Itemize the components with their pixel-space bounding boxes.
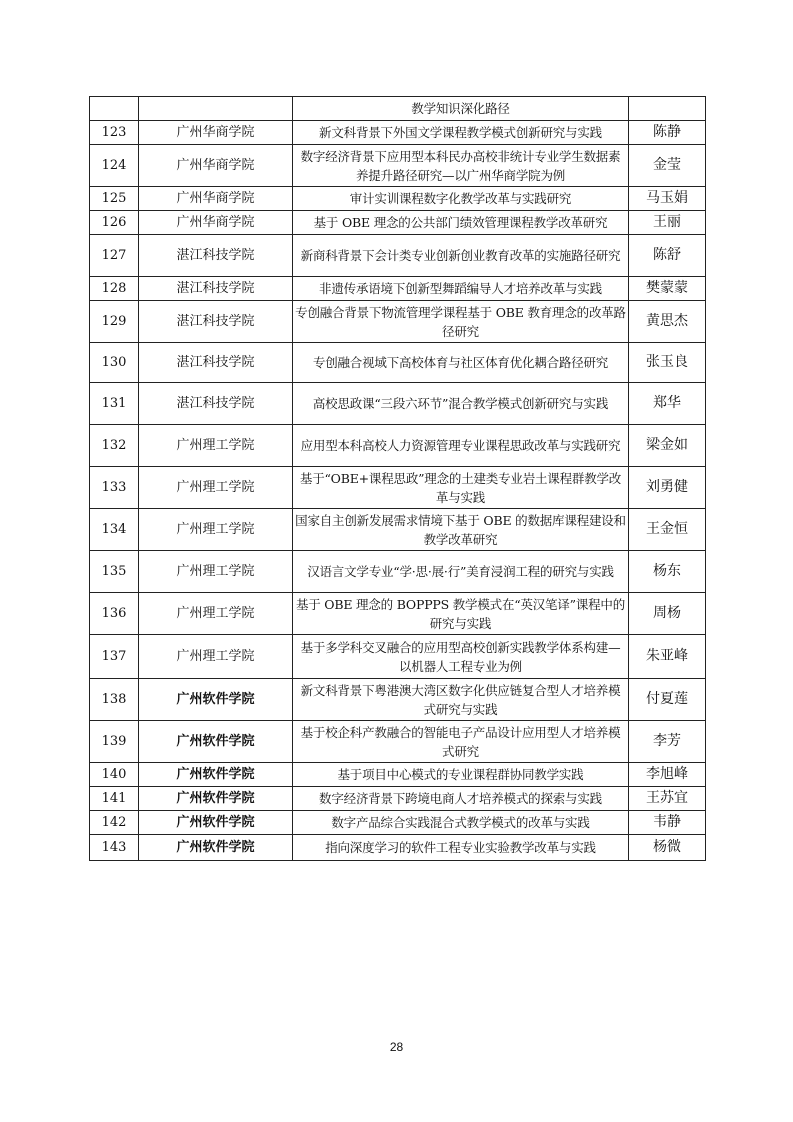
- cell-person: 陈舒: [629, 235, 706, 277]
- cell-person: 朱亚峰: [629, 635, 706, 679]
- cell-person: 杨东: [629, 551, 706, 593]
- cell-title: 数字经济背景下应用型本科民办高校非统计专业学生数据素养提升路径研究—以广州华商学院为例: [293, 145, 629, 187]
- cell-no: 135: [90, 551, 139, 593]
- cell-title: 专创融合背景下物流管理学课程基于 OBE 教育理念的改革路径研究: [293, 301, 629, 343]
- cell-institution: 广州理工学院: [139, 509, 293, 551]
- table-row: [90, 763, 706, 787]
- table-body: [90, 97, 706, 861]
- cell-title: 新商科背景下会计类专业创新创业教育改革的实施路径研究: [293, 235, 629, 277]
- table-row: [90, 383, 706, 425]
- cell-person: 韦静: [629, 811, 706, 835]
- cell-person: 王丽: [629, 211, 706, 235]
- table-row: [90, 721, 706, 763]
- cell-title: 专创融合视域下高校体育与社区体育优化耦合路径研究: [293, 343, 629, 383]
- cell-institution: 湛江科技学院: [139, 343, 293, 383]
- cell-no: 142: [90, 811, 139, 835]
- cell-person: 金莹: [629, 145, 706, 187]
- table-row: [90, 509, 706, 551]
- cell-title: 基于项目中心模式的专业课程群协同教学实践: [293, 763, 629, 787]
- cell-person: 梁金如: [629, 425, 706, 467]
- cell-institution: 广州理工学院: [139, 551, 293, 593]
- table-row: [90, 787, 706, 811]
- cell-institution: [139, 97, 293, 121]
- cell-institution: 广州华商学院: [139, 121, 293, 145]
- table-row: [90, 301, 706, 343]
- table-row: [90, 235, 706, 277]
- cell-no: 133: [90, 467, 139, 509]
- cell-no: 127: [90, 235, 139, 277]
- cell-title: 基于 OBE 理念的 BOPPPS 教学模式在“英汉笔译”课程中的研究与实践: [293, 593, 629, 635]
- cell-no: 128: [90, 277, 139, 301]
- cell-institution: 湛江科技学院: [139, 235, 293, 277]
- cell-person: 王金恒: [629, 509, 706, 551]
- cell-no: 125: [90, 187, 139, 211]
- cell-institution: 广州理工学院: [139, 635, 293, 679]
- cell-no: 139: [90, 721, 139, 763]
- project-table: [89, 96, 706, 861]
- cell-person: 郑华: [629, 383, 706, 425]
- table-row: [90, 121, 706, 145]
- cell-institution: 广州软件学院: [139, 787, 293, 811]
- cell-institution: 广州华商学院: [139, 211, 293, 235]
- table-row: [90, 187, 706, 211]
- cell-no: 138: [90, 679, 139, 721]
- cell-title: 非遗传承语境下创新型舞蹈编导人才培养改革与实践: [293, 277, 629, 301]
- cell-no: 131: [90, 383, 139, 425]
- table-row: [90, 211, 706, 235]
- cell-person: 张玉良: [629, 343, 706, 383]
- cell-person: 陈静: [629, 121, 706, 145]
- cell-title: 高校思政课“三段六环节”混合教学模式创新研究与实践: [293, 383, 629, 425]
- table-row: [90, 679, 706, 721]
- cell-institution: 广州软件学院: [139, 679, 293, 721]
- cell-institution: 广州软件学院: [139, 721, 293, 763]
- cell-person: 付夏莲: [629, 679, 706, 721]
- cell-no: 136: [90, 593, 139, 635]
- cell-institution: 广州华商学院: [139, 145, 293, 187]
- cell-no: 143: [90, 835, 139, 861]
- cell-person: 李旭峰: [629, 763, 706, 787]
- cell-person: 黄思杰: [629, 301, 706, 343]
- table-row: [90, 343, 706, 383]
- cell-title: 国家自主创新发展需求情境下基于 OBE 的数据库课程建设和教学改革研究: [293, 509, 629, 551]
- table-row: [90, 635, 706, 679]
- cell-title: 数字经济背景下跨境电商人才培养模式的探索与实践: [293, 787, 629, 811]
- cell-no: 123: [90, 121, 139, 145]
- cell-institution: 广州软件学院: [139, 835, 293, 861]
- cell-no: 140: [90, 763, 139, 787]
- cell-person: 刘勇健: [629, 467, 706, 509]
- table-row: [90, 145, 706, 187]
- cell-no: [90, 97, 139, 121]
- cell-title: 教学知识深化路径: [293, 97, 629, 121]
- cell-no: 129: [90, 301, 139, 343]
- cell-no: 137: [90, 635, 139, 679]
- table-row: [90, 835, 706, 861]
- cell-institution: 湛江科技学院: [139, 277, 293, 301]
- cell-no: 132: [90, 425, 139, 467]
- cell-institution: 广州理工学院: [139, 467, 293, 509]
- cell-title: 基于校企科产教融合的智能电子产品设计应用型人才培养模式研究: [293, 721, 629, 763]
- cell-no: 141: [90, 787, 139, 811]
- cell-title: 汉语言文学专业“学·思·展·行”美育浸润工程的研究与实践: [293, 551, 629, 593]
- cell-title: 新文科背景下粤港澳大湾区数字化供应链复合型人才培养模式研究与实践: [293, 679, 629, 721]
- cell-person: 马玉娟: [629, 187, 706, 211]
- table-row: [90, 593, 706, 635]
- cell-no: 134: [90, 509, 139, 551]
- cell-institution: 广州理工学院: [139, 593, 293, 635]
- cell-person: 樊蒙蒙: [629, 277, 706, 301]
- cell-title: 基于“OBE+课程思政”理念的土建类专业岩土课程群教学改革与实践: [293, 467, 629, 509]
- cell-institution: 广州软件学院: [139, 763, 293, 787]
- cell-title: 指向深度学习的软件工程专业实验教学改革与实践: [293, 835, 629, 861]
- cell-no: 130: [90, 343, 139, 383]
- continuation-row: [90, 97, 706, 121]
- cell-person: 李芳: [629, 721, 706, 763]
- cell-institution: 湛江科技学院: [139, 383, 293, 425]
- cell-title: 基于 OBE 理念的公共部门绩效管理课程教学改革研究: [293, 211, 629, 235]
- cell-institution: 广州软件学院: [139, 811, 293, 835]
- cell-institution: 湛江科技学院: [139, 301, 293, 343]
- cell-title: 应用型本科高校人力资源管理专业课程思政改革与实践研究: [293, 425, 629, 467]
- table-row: [90, 551, 706, 593]
- cell-person: 王苏宜: [629, 787, 706, 811]
- table-row: [90, 467, 706, 509]
- table-row: [90, 811, 706, 835]
- page-number: 28: [389, 1040, 404, 1054]
- cell-institution: 广州理工学院: [139, 425, 293, 467]
- cell-no: 126: [90, 211, 139, 235]
- cell-person: 周杨: [629, 593, 706, 635]
- cell-no: 124: [90, 145, 139, 187]
- cell-institution: 广州华商学院: [139, 187, 293, 211]
- cell-person: 杨微: [629, 835, 706, 861]
- cell-title: 数字产品综合实践混合式教学模式的改革与实践: [293, 811, 629, 835]
- table-row: [90, 277, 706, 301]
- cell-person: [629, 97, 706, 121]
- cell-title: 新文科背景下外国文学课程教学模式创新研究与实践: [293, 121, 629, 145]
- table-row: [90, 425, 706, 467]
- cell-title: 审计实训课程数字化教学改革与实践研究: [293, 187, 629, 211]
- cell-title: 基于多学科交叉融合的应用型高校创新实践教学体系构建—以机器人工程专业为例: [293, 635, 629, 679]
